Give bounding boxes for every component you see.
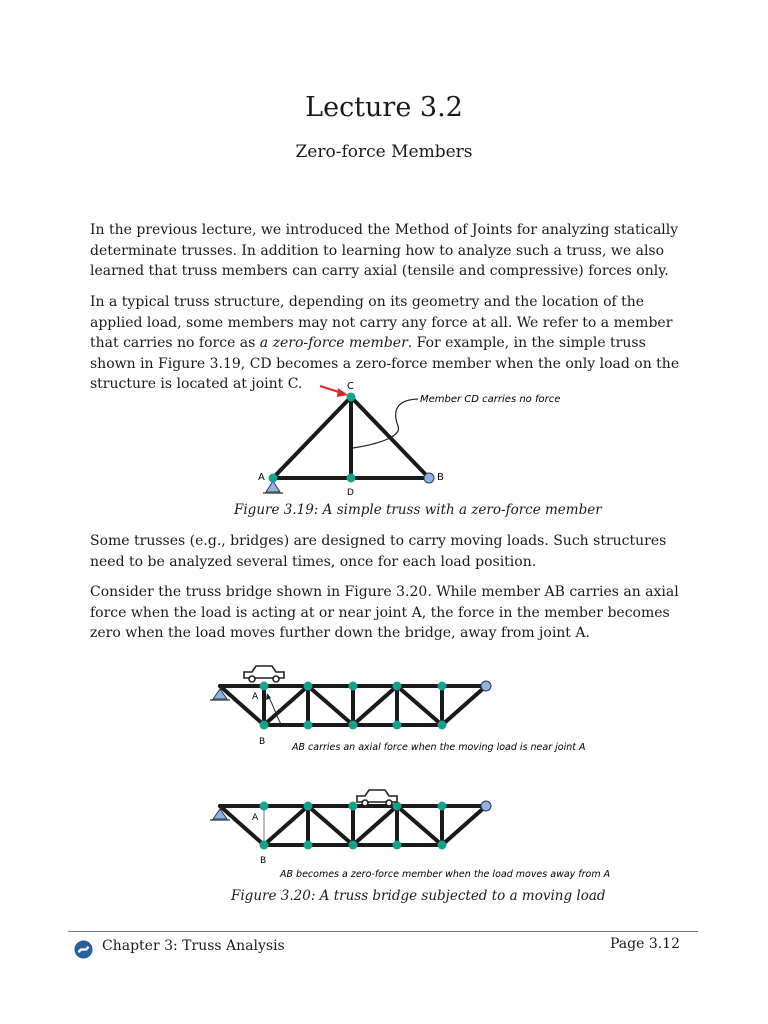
logo-icon [74, 940, 93, 959]
figure-bridge-load-near-a [200, 660, 620, 760]
figure-caption-3-20: Figure 3.20: A truss bridge subjected to a moving load [231, 888, 606, 904]
joint-a [269, 474, 278, 483]
footer-divider [68, 931, 698, 932]
label-d: D [347, 488, 354, 498]
paragraph-moving-loads: Some trusses (e.g., bridges) are designed to carry moving loads. Such structures need to be analyzed several times, once for each load position. [90, 533, 667, 570]
label-a-top: A [252, 692, 259, 702]
annotation-ab-zero: AB becomes a zero-force member when the load moves away from A [280, 869, 611, 880]
paragraph-zero-force-text-2: . For example, in the simple truss shown in Figure 3.19, CD becomes a zero-force member when the only load on the structure is located at joint C. [90, 335, 680, 392]
figure-simple-truss [250, 378, 570, 500]
pin-support-a [266, 481, 280, 492]
page-subtitle: Zero-force Members [295, 142, 473, 162]
paragraph-intro: In the previous lecture, we introduced the Method of Joints for analyzing statically determinate trusses. In addition to learning how to analyze such a truss, we also learned that truss members can carry axial (tensile and compressive) forces only. [90, 222, 679, 279]
footer-chapter: Chapter 3: Truss Analysis [102, 938, 285, 954]
label-c: C [347, 381, 354, 392]
paragraph-zero-force-text-1: In a typical truss structure, depending on its geometry and the location of the applied load, some members may not carry any force at all. We refer to a member that carries no force as [90, 294, 673, 351]
zero-force-term: a zero-force member [259, 335, 408, 351]
label-b-bottom: B [260, 856, 267, 866]
joint-c [347, 393, 356, 402]
car-icon [244, 666, 284, 682]
figure-caption-3-19: Figure 3.19: A simple truss with a zero-force member [234, 502, 602, 518]
label-a: A [258, 472, 265, 483]
label-b: B [437, 472, 444, 483]
car-icon [357, 790, 397, 806]
label-a-bottom: A [252, 813, 259, 823]
label-b-top: B [259, 737, 266, 747]
roller-support-b [424, 473, 434, 483]
joint-d [347, 474, 356, 483]
member-ac [273, 397, 351, 478]
paragraph-truss-bridge: Consider the truss bridge shown in Figure 3.20. While member AB carries an axial force when the load is acting at or near joint A, the force in the member becomes zero when the load moves further down the bridge, away from joint A. [90, 584, 679, 641]
annotation-cd: Member CD carries no force [420, 394, 561, 405]
footer-page-number: Page 3.12 [609, 936, 680, 952]
annotation-ab-force: AB carries an axial force when the moving load is near joint A [292, 742, 586, 753]
figure-bridge-load-away [200, 780, 620, 885]
page-title: Lecture 3.2 [305, 92, 463, 123]
